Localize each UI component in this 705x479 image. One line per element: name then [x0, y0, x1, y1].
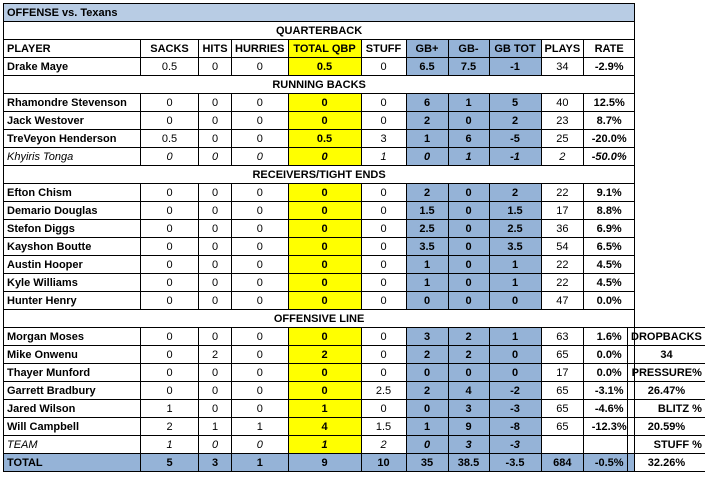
player-cell: Hunter Henry [4, 292, 141, 310]
sacks-cell: 0.5 [141, 130, 199, 148]
rate-cell: 12.5% [584, 94, 635, 112]
player-row [4, 112, 635, 130]
player-row [4, 220, 635, 238]
total-qbp-cell: 0 [288, 94, 361, 112]
total-qbp-cell: 0 [288, 220, 361, 238]
player-cell: Will Campbell [4, 418, 141, 436]
hits-cell: 0 [199, 220, 232, 238]
player-row [4, 364, 635, 382]
total-stuff-cell: 10 [361, 454, 406, 472]
gb-minus-cell: 2 [448, 346, 489, 364]
player-cell: Kayshon Boutte [4, 238, 141, 256]
gb-minus-cell: 2 [448, 328, 489, 346]
gb-tot-cell: 1.5 [489, 202, 541, 220]
sacks-cell: 0 [141, 292, 199, 310]
gb-plus-cell: 1 [406, 130, 448, 148]
rate-cell: 6.5% [584, 238, 635, 256]
gb-minus-cell: 0 [448, 112, 489, 130]
gb-tot-cell: 1 [489, 328, 541, 346]
hurries-cell: 0 [232, 238, 289, 256]
sacks-cell: 1 [141, 400, 199, 418]
hurries-cell: 0 [232, 382, 289, 400]
gb-plus-cell: 0 [406, 400, 448, 418]
stuff-cell: 0 [361, 202, 406, 220]
rate-cell: 9.1% [584, 184, 635, 202]
total-qbp-cell: 2 [288, 346, 361, 364]
column-header: RATE [584, 40, 635, 58]
total-rate-cell: -0.5% [584, 454, 635, 472]
total-qbp-cell: 4 [288, 418, 361, 436]
total-qbp-cell: 1 [288, 400, 361, 418]
gb-tot-cell: 2 [489, 184, 541, 202]
rate-cell: -20.0% [584, 130, 635, 148]
player-row [4, 418, 635, 436]
hurries-cell: 0 [232, 58, 289, 76]
hurries-cell: 0 [232, 220, 289, 238]
player-cell: Morgan Moses [4, 328, 141, 346]
total-hits-cell: 3 [199, 454, 232, 472]
sacks-cell: 0 [141, 364, 199, 382]
gb-minus-cell: 0 [448, 364, 489, 382]
plays-cell: 65 [541, 382, 584, 400]
hits-cell: 0 [199, 130, 232, 148]
player-cell: Thayer Munford [4, 364, 141, 382]
plays-cell: 47 [541, 292, 584, 310]
plays-cell: 65 [541, 400, 584, 418]
gb-minus-cell: 1 [448, 94, 489, 112]
gb-minus-cell: 7.5 [448, 58, 489, 76]
gb-minus-cell: 0 [448, 256, 489, 274]
hurries-cell: 0 [232, 346, 289, 364]
hurries-cell: 0 [232, 130, 289, 148]
hurries-cell: 0 [232, 256, 289, 274]
hurries-cell: 1 [232, 418, 289, 436]
sacks-cell: 0 [141, 274, 199, 292]
sacks-cell: 0 [141, 382, 199, 400]
plays-cell: 22 [541, 256, 584, 274]
player-cell: Stefon Diggs [4, 220, 141, 238]
column-header: GB TOT [489, 40, 541, 58]
total-qbp-cell: 0 [288, 274, 361, 292]
stuff-cell: 0 [361, 274, 406, 292]
player-row [4, 148, 635, 166]
sacks-cell: 2 [141, 418, 199, 436]
total-qbp-cell: 0 [288, 364, 361, 382]
gb-tot-cell: 2.5 [489, 220, 541, 238]
section-header: OFFENSIVE LINE [4, 310, 635, 328]
player-row [4, 130, 635, 148]
rate-cell: -2.9% [584, 58, 635, 76]
hits-cell: 0 [199, 364, 232, 382]
plays-cell: 2 [541, 148, 584, 166]
stuff-cell: 0 [361, 400, 406, 418]
gb-tot-cell: -5 [489, 130, 541, 148]
hits-cell: 0 [199, 292, 232, 310]
column-header: TOTAL QBP [288, 40, 361, 58]
player-row [4, 58, 635, 76]
gb-tot-cell: 3.5 [489, 238, 541, 256]
player-row [4, 328, 635, 346]
gb-tot-cell: -2 [489, 382, 541, 400]
total-row [4, 454, 635, 472]
sacks-cell: 0 [141, 328, 199, 346]
gb-plus-cell: 0 [406, 292, 448, 310]
player-row [4, 382, 635, 400]
summary-label: BLITZ % [628, 400, 705, 418]
stuff-cell: 0 [361, 94, 406, 112]
plays-cell: 22 [541, 274, 584, 292]
total-gb-plus-cell: 35 [406, 454, 448, 472]
rate-cell: -3.1% [584, 382, 635, 400]
gb-minus-cell: 0 [448, 202, 489, 220]
gb-minus-cell: 3 [448, 436, 489, 454]
column-header: HURRIES [232, 40, 289, 58]
gb-plus-cell: 2 [406, 112, 448, 130]
total-qbp-cell: 0 [288, 184, 361, 202]
total-qbp-cell: 0 [288, 148, 361, 166]
hits-cell: 0 [199, 94, 232, 112]
stuff-cell: 0 [361, 292, 406, 310]
gb-tot-cell: 0 [489, 292, 541, 310]
section-header: QUARTERBACK [4, 22, 635, 40]
player-row [4, 292, 635, 310]
summary-value: 34 [628, 346, 705, 364]
stuff-cell: 1 [361, 148, 406, 166]
summary-label: STUFF % [628, 436, 705, 454]
rate-cell: 0.0% [584, 364, 635, 382]
sacks-cell: 0 [141, 256, 199, 274]
stuff-cell: 1.5 [361, 418, 406, 436]
sacks-cell: 0 [141, 202, 199, 220]
hurries-cell: 0 [232, 328, 289, 346]
player-row [4, 184, 635, 202]
stuff-cell: 2 [361, 436, 406, 454]
summary-value: 20.59% [628, 418, 705, 436]
player-row [4, 256, 635, 274]
total-qbp-cell: 0 [288, 112, 361, 130]
player-cell: Demario Douglas [4, 202, 141, 220]
gb-tot-cell: -3 [489, 400, 541, 418]
player-row [4, 94, 635, 112]
stuff-cell: 0 [361, 58, 406, 76]
total-gb-tot-cell: -3.5 [489, 454, 541, 472]
plays-cell: 65 [541, 418, 584, 436]
stuff-cell: 0 [361, 112, 406, 130]
player-cell: Jack Westover [4, 112, 141, 130]
gb-minus-cell: 9 [448, 418, 489, 436]
gb-plus-cell: 0 [406, 436, 448, 454]
hits-cell: 2 [199, 346, 232, 364]
gb-plus-cell: 3.5 [406, 238, 448, 256]
gb-tot-cell: 0 [489, 346, 541, 364]
stuff-cell: 0 [361, 328, 406, 346]
stuff-cell: 0 [361, 220, 406, 238]
player-row [4, 436, 635, 454]
total-plays-cell: 684 [541, 454, 584, 472]
total-qbp-cell: 0 [288, 292, 361, 310]
hits-cell: 0 [199, 256, 232, 274]
plays-cell: 25 [541, 130, 584, 148]
hurries-cell: 0 [232, 148, 289, 166]
section-header: RECEIVERS/TIGHT ENDS [4, 166, 635, 184]
total-qbp-cell: 0.5 [288, 58, 361, 76]
rate-cell: 4.5% [584, 256, 635, 274]
summary-value: 32.26% [628, 454, 705, 472]
rate-cell: 0.0% [584, 346, 635, 364]
hurries-cell: 0 [232, 202, 289, 220]
plays-cell: 65 [541, 346, 584, 364]
player-row [4, 238, 635, 256]
plays-cell: 63 [541, 328, 584, 346]
plays-cell: 54 [541, 238, 584, 256]
hits-cell: 0 [199, 58, 232, 76]
total-qbp-cell: 0 [288, 202, 361, 220]
gb-plus-cell: 2 [406, 382, 448, 400]
plays-cell: 22 [541, 184, 584, 202]
gb-plus-cell: 0 [406, 148, 448, 166]
gb-plus-cell: 2 [406, 184, 448, 202]
hits-cell: 0 [199, 112, 232, 130]
sacks-cell: 0.5 [141, 58, 199, 76]
total-qbp-cell: 0 [288, 328, 361, 346]
player-cell: Austin Hooper [4, 256, 141, 274]
gb-minus-cell: 0 [448, 292, 489, 310]
hurries-cell: 0 [232, 94, 289, 112]
hits-cell: 1 [199, 418, 232, 436]
gb-minus-cell: 3 [448, 400, 489, 418]
hurries-cell: 0 [232, 364, 289, 382]
stuff-cell: 3 [361, 130, 406, 148]
gb-tot-cell: -1 [489, 148, 541, 166]
player-cell: Kyle Williams [4, 274, 141, 292]
gb-plus-cell: 2.5 [406, 220, 448, 238]
hurries-cell: 0 [232, 184, 289, 202]
player-row [4, 346, 635, 364]
rate-cell: -50.0% [584, 148, 635, 166]
column-header: STUFF [361, 40, 406, 58]
player-cell: Efton Chism [4, 184, 141, 202]
gb-minus-cell: 0 [448, 274, 489, 292]
gb-tot-cell: 1 [489, 256, 541, 274]
stuff-cell: 0 [361, 238, 406, 256]
gb-plus-cell: 0 [406, 364, 448, 382]
gb-minus-cell: 6 [448, 130, 489, 148]
player-cell: Drake Maye [4, 58, 141, 76]
hits-cell: 0 [199, 400, 232, 418]
column-header: GB- [448, 40, 489, 58]
gb-tot-cell: 2 [489, 112, 541, 130]
total-qbp-cell: 0 [288, 256, 361, 274]
player-row [4, 202, 635, 220]
player-cell: Jared Wilson [4, 400, 141, 418]
total-qbp-cell: 0.5 [288, 130, 361, 148]
player-cell: Rhamondre Stevenson [4, 94, 141, 112]
offense-stats-table [3, 3, 635, 472]
hits-cell: 0 [199, 238, 232, 256]
column-header: PLAYER [4, 40, 141, 58]
plays-cell: 17 [541, 364, 584, 382]
player-row [4, 274, 635, 292]
stuff-cell: 0 [361, 346, 406, 364]
total-total-qbp-cell: 9 [288, 454, 361, 472]
hits-cell: 0 [199, 328, 232, 346]
hurries-cell: 0 [232, 292, 289, 310]
rate-cell: 8.7% [584, 112, 635, 130]
column-header: GB+ [406, 40, 448, 58]
hits-cell: 0 [199, 202, 232, 220]
sacks-cell: 0 [141, 94, 199, 112]
plays-cell: 40 [541, 94, 584, 112]
sacks-cell: 0 [141, 148, 199, 166]
hits-cell: 0 [199, 382, 232, 400]
player-cell: TEAM [4, 436, 141, 454]
sacks-cell: 1 [141, 436, 199, 454]
plays-cell: 23 [541, 112, 584, 130]
summary-table [627, 327, 705, 472]
gb-plus-cell: 1 [406, 274, 448, 292]
gb-tot-cell: 0 [489, 364, 541, 382]
gb-plus-cell: 1 [406, 256, 448, 274]
player-cell: Mike Onwenu [4, 346, 141, 364]
gb-minus-cell: 0 [448, 238, 489, 256]
gb-plus-cell: 1.5 [406, 202, 448, 220]
hits-cell: 0 [199, 148, 232, 166]
rate-cell: 4.5% [584, 274, 635, 292]
gb-plus-cell: 1 [406, 418, 448, 436]
summary-label: PRESSURE% [628, 364, 705, 382]
player-cell: Khyiris Tonga [4, 148, 141, 166]
stuff-cell: 0 [361, 364, 406, 382]
stuff-cell: 2.5 [361, 382, 406, 400]
total-qbp-cell: 0 [288, 238, 361, 256]
sacks-cell: 0 [141, 220, 199, 238]
rate-cell: 6.9% [584, 220, 635, 238]
player-cell: TreVeyon Henderson [4, 130, 141, 148]
summary-label: DROPBACKS [628, 328, 705, 346]
plays-cell [541, 436, 584, 454]
gb-plus-cell: 6.5 [406, 58, 448, 76]
gb-minus-cell: 0 [448, 220, 489, 238]
total-player-cell: TOTAL [4, 454, 141, 472]
total-hurries-cell: 1 [232, 454, 289, 472]
player-cell: Garrett Bradbury [4, 382, 141, 400]
gb-tot-cell: 1 [489, 274, 541, 292]
hurries-cell: 0 [232, 436, 289, 454]
total-sacks-cell: 5 [141, 454, 199, 472]
table-title: OFFENSE vs. Texans [4, 4, 635, 22]
gb-plus-cell: 3 [406, 328, 448, 346]
column-header: PLAYS [541, 40, 584, 58]
gb-plus-cell: 6 [406, 94, 448, 112]
sacks-cell: 0 [141, 346, 199, 364]
rate-cell: -4.6% [584, 400, 635, 418]
plays-cell: 34 [541, 58, 584, 76]
total-gb-minus-cell: 38.5 [448, 454, 489, 472]
rate-cell: -12.3% [584, 418, 635, 436]
sacks-cell: 0 [141, 112, 199, 130]
gb-tot-cell: -3 [489, 436, 541, 454]
section-header: RUNNING BACKS [4, 76, 635, 94]
stuff-cell: 0 [361, 184, 406, 202]
gb-tot-cell: -1 [489, 58, 541, 76]
sacks-cell: 0 [141, 184, 199, 202]
column-header: HITS [199, 40, 232, 58]
gb-minus-cell: 4 [448, 382, 489, 400]
gb-tot-cell: 5 [489, 94, 541, 112]
gb-minus-cell: 0 [448, 184, 489, 202]
summary-value: 26.47% [628, 382, 705, 400]
plays-cell: 36 [541, 220, 584, 238]
column-header: SACKS [141, 40, 199, 58]
total-qbp-cell: 1 [288, 436, 361, 454]
sacks-cell: 0 [141, 238, 199, 256]
plays-cell: 17 [541, 202, 584, 220]
hurries-cell: 0 [232, 112, 289, 130]
hits-cell: 0 [199, 274, 232, 292]
rate-cell: 1.6% [584, 328, 635, 346]
hits-cell: 0 [199, 436, 232, 454]
player-row [4, 400, 635, 418]
stuff-cell: 0 [361, 256, 406, 274]
total-qbp-cell: 0 [288, 382, 361, 400]
rate-cell: 0.0% [584, 292, 635, 310]
gb-tot-cell: -8 [489, 418, 541, 436]
gb-minus-cell: 1 [448, 148, 489, 166]
hits-cell: 0 [199, 184, 232, 202]
rate-cell: 8.8% [584, 202, 635, 220]
hurries-cell: 0 [232, 400, 289, 418]
hurries-cell: 0 [232, 274, 289, 292]
gb-plus-cell: 2 [406, 346, 448, 364]
